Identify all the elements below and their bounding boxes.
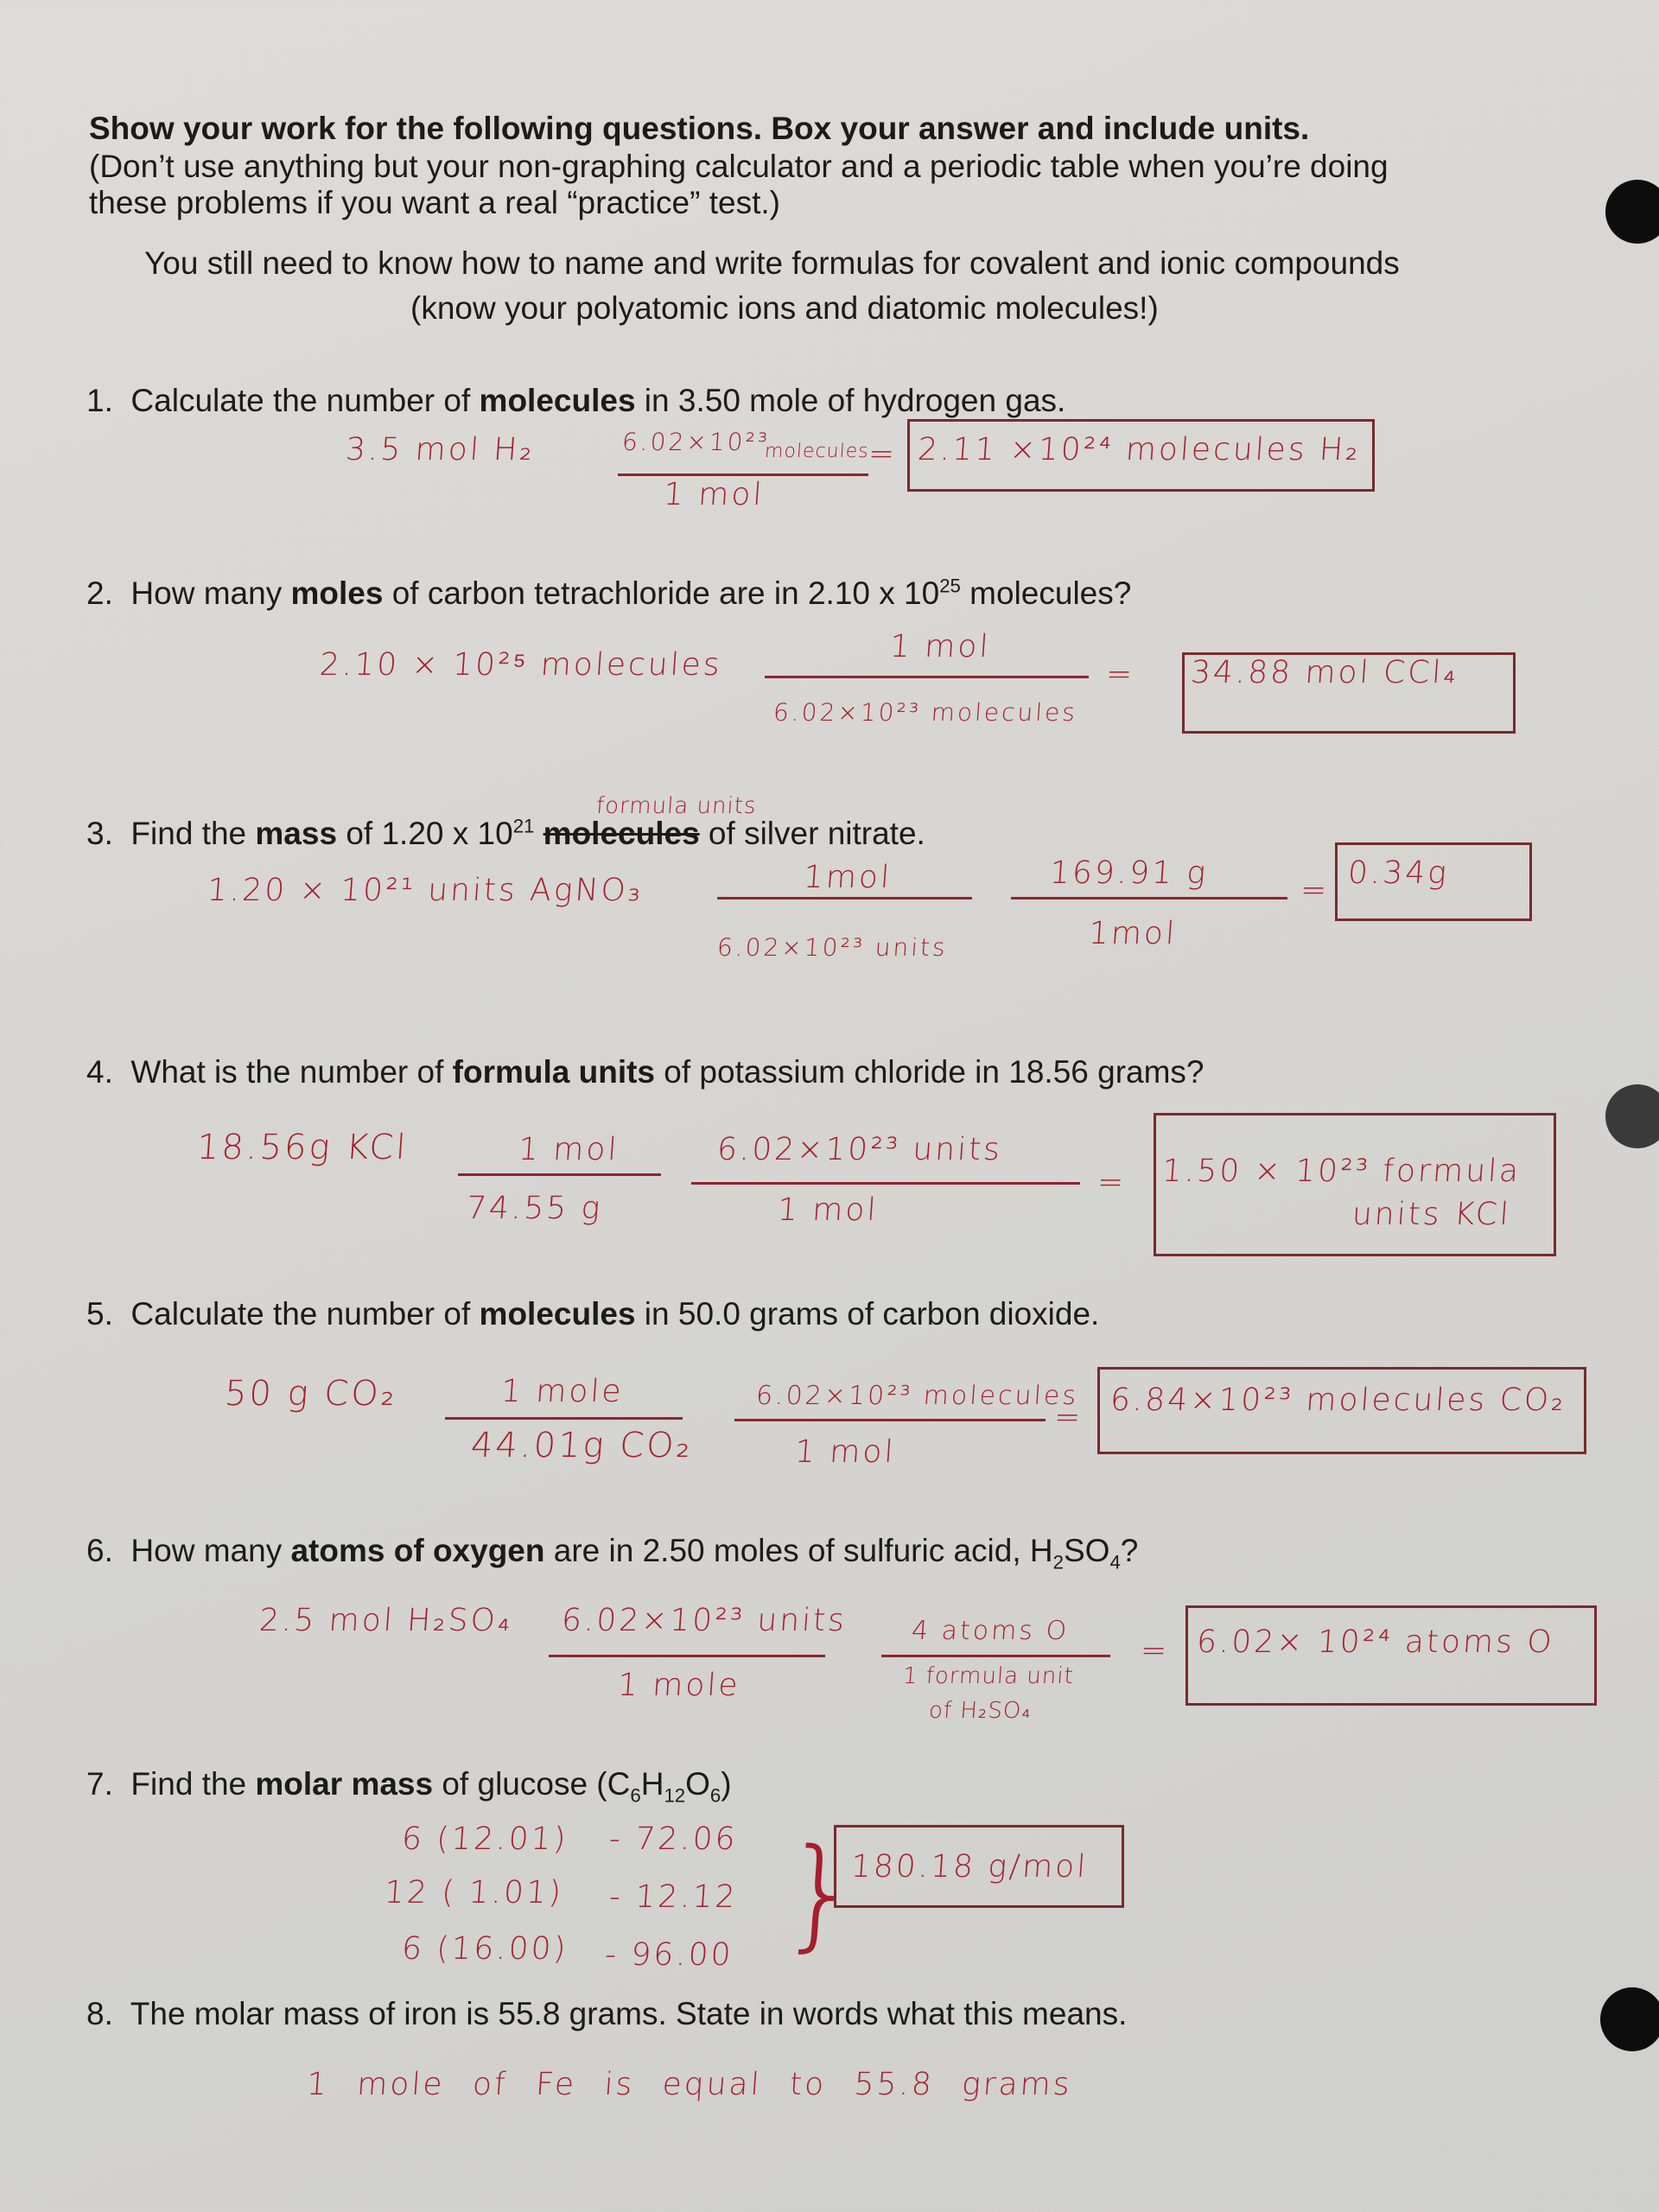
q7-row2-calc: 12 ( 1.01) xyxy=(383,1875,565,1910)
q2-answer: 34.88 mol CCl₄ xyxy=(1189,655,1460,690)
question-text: in 50.0 grams of carbon dioxide. xyxy=(635,1296,1100,1332)
q6-numerator-2: 4 atoms O xyxy=(910,1616,1071,1646)
question-text: of 1.20 x 10 xyxy=(337,816,513,851)
question-text: ? xyxy=(1120,1533,1139,1568)
q6-given: 2.5 mol H₂SO₄ xyxy=(257,1603,514,1638)
q3-denominator-2: 1mol xyxy=(1087,916,1179,951)
fraction-bar xyxy=(691,1182,1080,1185)
question-keyword: atoms of oxygen xyxy=(290,1533,545,1568)
fraction-bar xyxy=(765,676,1089,678)
q7-brace: } xyxy=(777,1823,867,1964)
question-6 xyxy=(86,1533,1139,1573)
fraction-bar xyxy=(618,474,868,476)
q3-numerator-2: 169.91 g xyxy=(1048,855,1210,891)
q6-numerator-1: 6.02×10²³ units xyxy=(560,1603,849,1638)
q1-denominator: 1 mol xyxy=(662,477,766,512)
q4-given: 18.56g KCl xyxy=(195,1128,410,1167)
question-text: H xyxy=(640,1766,664,1802)
question-text: How many xyxy=(130,1533,291,1568)
question-text: Calculate the number of xyxy=(130,1296,480,1332)
instructions-line3: these problems if you want a real “practice” test.) xyxy=(89,185,780,220)
q1-numerator-unit: molecules xyxy=(764,441,870,462)
q3-answer: 0.34g xyxy=(1346,855,1451,891)
equals-sign: = xyxy=(1139,1633,1171,1669)
subscript: 6 xyxy=(630,1784,641,1807)
question-1 xyxy=(86,383,1065,420)
q3-numerator-1: 1mol xyxy=(802,860,893,895)
q5-denominator-1: 44.01g CO₂ xyxy=(469,1426,695,1465)
question-text: Find the xyxy=(130,816,256,851)
question-text: of silver nitrate. xyxy=(699,816,925,851)
q5-denominator-2: 1 mol xyxy=(793,1434,897,1470)
question-text: of potassium chloride in 18.56 grams? xyxy=(655,1054,1205,1090)
equals-sign: = xyxy=(1052,1400,1084,1435)
q4-answer-line2: units KCl xyxy=(1351,1197,1513,1232)
q7-answer: 180.18 g/mol xyxy=(849,1849,1090,1885)
subscript: 4 xyxy=(1109,1551,1121,1573)
question-text: molecules? xyxy=(960,575,1132,611)
instructions-heading: Show your work for the following questions. Box your answer and include units. xyxy=(89,111,1310,146)
q7-row2-result: - 12.12 xyxy=(607,1879,739,1915)
fraction-bar xyxy=(734,1419,1046,1421)
q7-row1-result: - 72.06 xyxy=(607,1821,739,1857)
question-number: 4. xyxy=(86,1054,113,1090)
question-keyword: mass xyxy=(255,816,338,851)
binder-hole xyxy=(1600,1987,1659,2051)
q3-denominator-1: 6.02×10²³ units xyxy=(715,933,949,962)
q4-numerator-2: 6.02×10²³ units xyxy=(715,1132,1004,1167)
subscript: 12 xyxy=(664,1784,686,1807)
q6-denominator-2a: 1 formula unit xyxy=(901,1663,1075,1689)
question-text: How many xyxy=(130,575,291,611)
fraction-bar xyxy=(881,1655,1110,1657)
instructions-line2: (Don’t use anything but your non-graphing calculator and a periodic table when you’re doing xyxy=(89,149,1389,184)
struck-word: molecules xyxy=(543,816,700,851)
question-8 xyxy=(86,1996,1127,2033)
question-text: of glucose (C xyxy=(433,1766,631,1802)
exponent: 25 xyxy=(939,575,961,597)
question-keyword: formula units xyxy=(452,1054,655,1090)
q4-answer-line1: 1.50 × 10²³ formula xyxy=(1160,1154,1522,1189)
q3-given: 1.20 × 10²¹ units AgNO₃ xyxy=(206,873,645,908)
equals-sign: = xyxy=(1299,873,1331,908)
question-number: 5. xyxy=(86,1296,113,1332)
question-keyword: molecules xyxy=(479,383,636,418)
question-keyword: moles xyxy=(290,575,384,611)
question-number: 7. xyxy=(86,1766,113,1802)
question-keyword: molar mass xyxy=(255,1766,434,1802)
question-text: Calculate the number of xyxy=(130,383,480,418)
question-7 xyxy=(86,1766,732,1807)
question-number: 6. xyxy=(86,1533,113,1568)
question-number: 1. xyxy=(86,383,113,418)
fraction-bar xyxy=(549,1655,825,1657)
q2-given: 2.10 × 10²⁵ molecules xyxy=(318,647,723,683)
q7-row1-calc: 6 (12.01) xyxy=(400,1821,569,1857)
exponent: 21 xyxy=(512,815,535,837)
q1-given: 3.5 mol H₂ xyxy=(344,432,537,467)
q1-numerator: 6.02×10²³ xyxy=(620,428,772,456)
q6-denominator-1: 1 mole xyxy=(616,1668,742,1703)
subscript: 6 xyxy=(709,1784,721,1807)
fraction-bar xyxy=(1011,897,1287,899)
q7-row3-result: - 96.00 xyxy=(603,1937,734,1973)
q6-denominator-2b: of H₂SO₄ xyxy=(927,1698,1033,1724)
q4-denominator-2: 1 mol xyxy=(776,1192,880,1228)
q2-denominator: 6.02×10²³ molecules xyxy=(772,698,1079,727)
question-text: ) xyxy=(721,1766,732,1802)
q1-answer: 2.11 ×10²⁴ molecules H₂ xyxy=(916,432,1363,467)
question-keyword: molecules xyxy=(479,1296,636,1332)
question-text: Find the xyxy=(130,1766,256,1802)
question-2 xyxy=(86,575,1131,613)
question-text: O xyxy=(685,1766,710,1802)
fraction-bar xyxy=(458,1173,661,1176)
q3-annotation: formula units xyxy=(594,793,758,819)
note-line2: (know your polyatomic ions and diatomic molecules!) xyxy=(410,290,1159,326)
q5-answer: 6.84×10²³ molecules CO₂ xyxy=(1109,1382,1567,1418)
q6-answer: 6.02× 10²⁴ atoms O xyxy=(1195,1624,1556,1660)
question-text: SO xyxy=(1063,1533,1110,1568)
question-number: 3. xyxy=(86,816,113,851)
question-text: of carbon tetrachloride are in 2.10 x 10 xyxy=(383,575,940,611)
question-text: The molar mass of iron is 55.8 grams. State in words what this means. xyxy=(130,1996,1128,2031)
question-5 xyxy=(86,1296,1099,1333)
fraction-bar xyxy=(717,897,972,899)
question-text: What is the number of xyxy=(130,1054,453,1090)
subscript: 2 xyxy=(1052,1551,1064,1573)
equals-sign: = xyxy=(1104,657,1136,692)
question-text: are in 2.50 moles of sulfuric acid, H xyxy=(544,1533,1053,1568)
binder-hole xyxy=(1605,1084,1659,1148)
q4-denominator-1: 74.55 g xyxy=(465,1191,604,1226)
q5-numerator-2: 6.02×10²³ molecules xyxy=(754,1381,1080,1411)
question-number: 8. xyxy=(86,1996,113,2031)
q5-numerator-1: 1 mole xyxy=(499,1374,626,1409)
q8-answer: 1 mole of Fe is equal to 55.8 grams xyxy=(305,2067,1073,2102)
note-line1: You still need to know how to name and write formulas for covalent and ionic compounds xyxy=(144,245,1400,281)
question-3 xyxy=(86,816,925,853)
question-text: in 3.50 mole of hydrogen gas. xyxy=(635,383,1066,418)
binder-hole xyxy=(1605,180,1659,244)
q5-given: 50 g CO₂ xyxy=(223,1374,399,1414)
question-4 xyxy=(86,1054,1205,1091)
equals-sign: = xyxy=(1096,1165,1128,1200)
q4-numerator-1: 1 mol xyxy=(517,1132,620,1167)
q2-numerator: 1 mol xyxy=(888,629,992,664)
fraction-bar xyxy=(445,1417,683,1420)
equals-sign: = xyxy=(867,436,899,472)
question-number: 2. xyxy=(86,575,113,611)
q7-row3-calc: 6 (16.00) xyxy=(400,1931,569,1967)
